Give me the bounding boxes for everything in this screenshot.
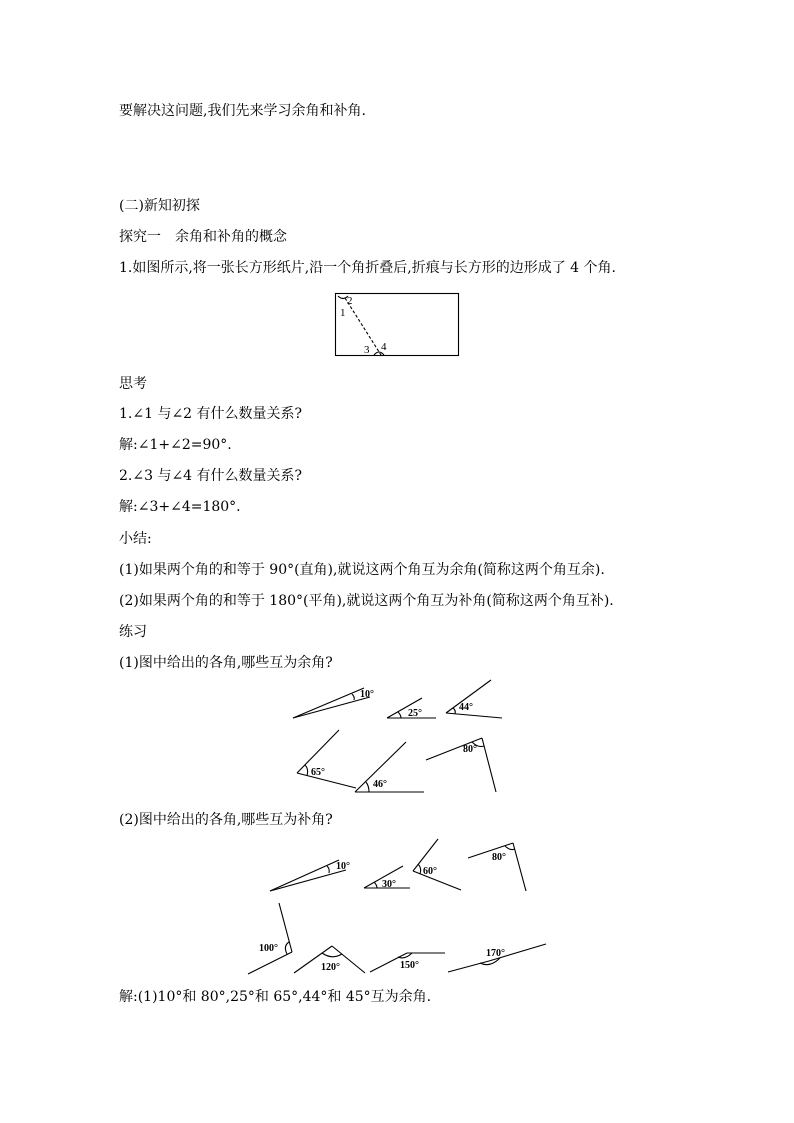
explore-heading: 探究一 余角和补角的概念 (119, 229, 287, 245)
think-heading: 思考 (119, 376, 147, 392)
angle-170 (448, 944, 546, 972)
angle-60 (413, 839, 461, 890)
angle-label-3: 3 (364, 344, 370, 356)
practice-2: (2)图中给出的各角,哪些互为补角? (119, 812, 333, 828)
answer-practice-1: 解:(1)10°和 80°,25°和 65°,44°和 45°互为余角. (119, 989, 432, 1005)
angle-10-b (270, 860, 350, 891)
angle-120 (294, 946, 365, 973)
angle-label-2: 2 (347, 295, 353, 307)
angle-100 (248, 903, 292, 974)
angle-30 (364, 866, 410, 890)
angle-label-80b: 80° (492, 852, 506, 863)
answer-2: 解:∠3+∠4=180°. (119, 499, 241, 515)
summary-1: (1)如果两个角的和等于 90°(直角),就说这两个角互为余角(简称这两个角互余). (119, 562, 605, 578)
intro-line: 要解决这问题,我们先来学习余角和补角. (119, 103, 366, 119)
angle-150 (370, 953, 445, 972)
angle-label-10: 10° (360, 689, 374, 700)
angle-label-25: 25° (408, 708, 422, 719)
angle-80-b (468, 843, 526, 891)
angle-label-120: 120° (321, 962, 340, 973)
angle-label-170: 170° (486, 948, 505, 959)
angle-label-60: 60° (423, 866, 437, 877)
angle-label-30: 30° (382, 879, 396, 890)
question-1: 1.∠1 与∠2 有什么数量关系? (119, 406, 303, 422)
answer-1: 解:∠1+∠2=90°. (119, 437, 232, 453)
problem-1: 1.如图所示,将一张长方形纸片,沿一个角折叠后,折痕与长方形的边形成了 4 个角. (119, 260, 616, 276)
angle-label-4: 4 (381, 341, 387, 353)
angle-label-46: 46° (373, 779, 387, 790)
practice-heading: 练习 (119, 624, 147, 640)
summary-heading: 小结: (119, 531, 152, 547)
angle-label-65: 65° (311, 767, 325, 778)
angle-label-80: 80° (463, 744, 477, 755)
angle-label-150: 150° (400, 960, 419, 971)
angle-label-10b: 10° (336, 861, 350, 872)
section-heading: (二)新知初探 (119, 198, 200, 214)
angle-label-100: 100° (259, 943, 278, 954)
angle-label-44: 44° (459, 702, 473, 713)
summary-2: (2)如果两个角的和等于 180°(平角),就说这两个角互为补角(简称这两个角互补). (119, 593, 614, 609)
practice-1: (1)图中给出的各角,哪些互为余角? (119, 655, 333, 671)
angle-label-1: 1 (340, 307, 346, 319)
question-2: 2.∠3 与∠4 有什么数量关系? (119, 468, 303, 484)
